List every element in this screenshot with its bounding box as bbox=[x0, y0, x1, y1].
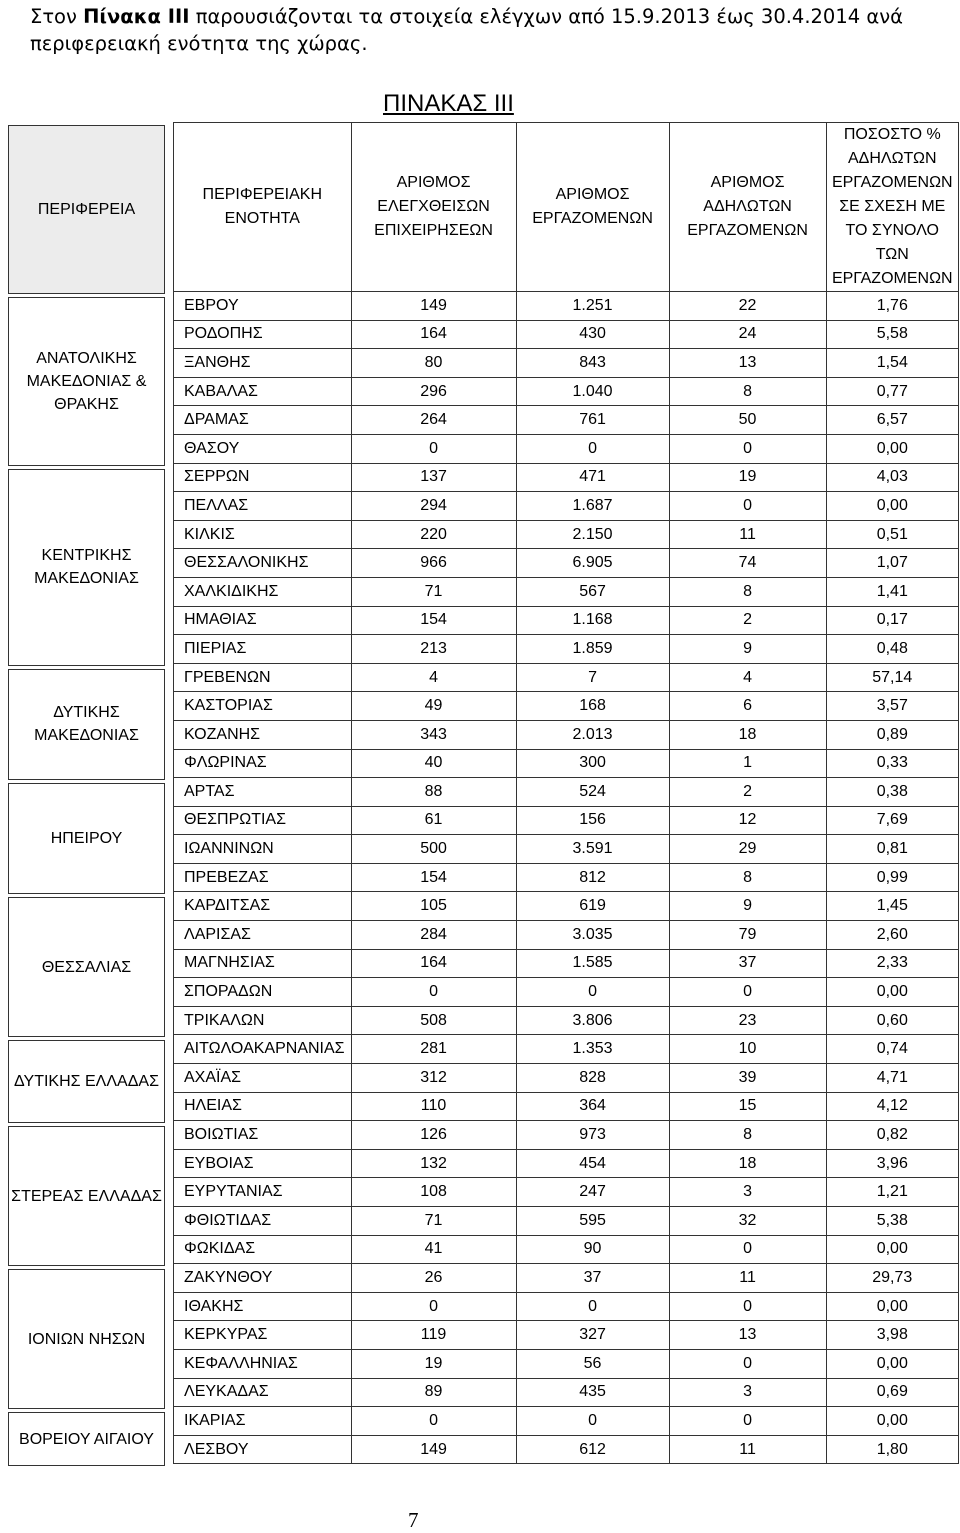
undeclared-count: 74 bbox=[669, 549, 826, 578]
undeclared-count: 8 bbox=[669, 577, 826, 606]
region-name: ΘΕΣΣΑΛΙΑΣ bbox=[8, 897, 165, 1037]
inspected-count: 80 bbox=[351, 349, 516, 378]
unit-name: ΑΙΤΩΛΟΑΚΑΡΝΑΝΙΑΣ bbox=[174, 1035, 352, 1064]
employees-count: 973 bbox=[516, 1121, 669, 1150]
inspected-count: 61 bbox=[351, 806, 516, 835]
unit-name: ΙΘΑΚΗΣ bbox=[174, 1292, 352, 1321]
unit-name: ΚΑΡΔΙΤΣΑΣ bbox=[174, 892, 352, 921]
unit-name: ΘΑΣΟΥ bbox=[174, 434, 352, 463]
inspected-count: 108 bbox=[351, 1178, 516, 1207]
undeclared-count: 15 bbox=[669, 1092, 826, 1121]
employees-count: 56 bbox=[516, 1349, 669, 1378]
inspected-count: 966 bbox=[351, 549, 516, 578]
employees-count: 567 bbox=[516, 577, 669, 606]
undeclared-percent: 0,82 bbox=[826, 1121, 958, 1150]
region-name: ΣΤΕΡΕΑΣ ΕΛΛΑΔΑΣ bbox=[8, 1126, 165, 1266]
employees-count: 1.040 bbox=[516, 377, 669, 406]
undeclared-percent: 57,14 bbox=[826, 663, 958, 692]
header-unit: ΠΕΡΙΦΕΡΕΙΑΚΗ ΕΝΟΤΗΤΑ bbox=[174, 123, 352, 292]
table-row bbox=[174, 1207, 959, 1236]
undeclared-count: 18 bbox=[669, 720, 826, 749]
unit-name: ΦΛΩΡΙΝΑΣ bbox=[174, 749, 352, 778]
inspected-count: 281 bbox=[351, 1035, 516, 1064]
undeclared-count: 24 bbox=[669, 320, 826, 349]
unit-name: ΗΛΕΙΑΣ bbox=[174, 1092, 352, 1121]
table-row bbox=[174, 720, 959, 749]
inspected-count: 89 bbox=[351, 1378, 516, 1407]
undeclared-percent: 0,00 bbox=[826, 1407, 958, 1436]
table-row bbox=[174, 1435, 959, 1464]
employees-count: 524 bbox=[516, 778, 669, 807]
undeclared-percent: 0,33 bbox=[826, 749, 958, 778]
unit-name: ΜΑΓΝΗΣΙΑΣ bbox=[174, 949, 352, 978]
table-row bbox=[174, 806, 959, 835]
undeclared-count: 2 bbox=[669, 606, 826, 635]
undeclared-percent: 3,96 bbox=[826, 1149, 958, 1178]
unit-name: ΗΜΑΘΙΑΣ bbox=[174, 606, 352, 635]
unit-name: ΕΥΒΟΙΑΣ bbox=[174, 1149, 352, 1178]
inspected-count: 137 bbox=[351, 463, 516, 492]
unit-name: ΑΧΑΪΑΣ bbox=[174, 1064, 352, 1093]
unit-name: ΣΕΡΡΩΝ bbox=[174, 463, 352, 492]
undeclared-percent: 0,60 bbox=[826, 1006, 958, 1035]
table-row bbox=[174, 1064, 959, 1093]
undeclared-count: 32 bbox=[669, 1207, 826, 1236]
table-row bbox=[174, 320, 959, 349]
undeclared-count: 1 bbox=[669, 749, 826, 778]
table-row bbox=[174, 292, 959, 321]
undeclared-percent: 1,80 bbox=[826, 1435, 958, 1464]
unit-name: ΛΕΣΒΟΥ bbox=[174, 1435, 352, 1464]
undeclared-count: 8 bbox=[669, 377, 826, 406]
employees-count: 0 bbox=[516, 1292, 669, 1321]
undeclared-count: 0 bbox=[669, 1349, 826, 1378]
employees-count: 3.591 bbox=[516, 835, 669, 864]
undeclared-percent: 4,71 bbox=[826, 1064, 958, 1093]
undeclared-count: 4 bbox=[669, 663, 826, 692]
unit-name: ΕΒΡΟΥ bbox=[174, 292, 352, 321]
employees-count: 364 bbox=[516, 1092, 669, 1121]
unit-name: ΖΑΚΥΝΘΟΥ bbox=[174, 1264, 352, 1293]
table-row bbox=[174, 549, 959, 578]
undeclared-percent: 1,54 bbox=[826, 349, 958, 378]
table-row bbox=[174, 463, 959, 492]
employees-count: 2.150 bbox=[516, 520, 669, 549]
inspected-count: 149 bbox=[351, 292, 516, 321]
employees-count: 3.806 bbox=[516, 1006, 669, 1035]
table-row bbox=[174, 1035, 959, 1064]
table-row bbox=[174, 606, 959, 635]
undeclared-percent: 0,51 bbox=[826, 520, 958, 549]
employees-count: 1.251 bbox=[516, 292, 669, 321]
inspected-count: 343 bbox=[351, 720, 516, 749]
undeclared-count: 9 bbox=[669, 635, 826, 664]
undeclared-percent: 0,00 bbox=[826, 434, 958, 463]
employees-count: 2.013 bbox=[516, 720, 669, 749]
employees-count: 0 bbox=[516, 978, 669, 1007]
table-row bbox=[174, 1006, 959, 1035]
region-name: ΗΠΕΙΡΟΥ bbox=[8, 783, 165, 894]
undeclared-count: 22 bbox=[669, 292, 826, 321]
undeclared-percent: 0,00 bbox=[826, 492, 958, 521]
undeclared-count: 13 bbox=[669, 349, 826, 378]
employees-count: 168 bbox=[516, 692, 669, 721]
unit-name: ΚΑΒΑΛΑΣ bbox=[174, 377, 352, 406]
undeclared-count: 18 bbox=[669, 1149, 826, 1178]
unit-name: ΦΩΚΙΔΑΣ bbox=[174, 1235, 352, 1264]
inspected-count: 508 bbox=[351, 1006, 516, 1035]
unit-name: ΓΡΕΒΕΝΩΝ bbox=[174, 663, 352, 692]
undeclared-percent: 0,00 bbox=[826, 978, 958, 1007]
undeclared-count: 29 bbox=[669, 835, 826, 864]
undeclared-count: 8 bbox=[669, 863, 826, 892]
inspected-count: 88 bbox=[351, 778, 516, 807]
region-name: ΑΝΑΤΟΛΙΚΗΣ ΜΑΚΕΔΟΝΙΑΣ & ΘΡΑΚΗΣ bbox=[8, 297, 165, 466]
employees-count: 828 bbox=[516, 1064, 669, 1093]
inspected-count: 164 bbox=[351, 320, 516, 349]
table-row bbox=[174, 863, 959, 892]
unit-name: ΠΕΛΛΑΣ bbox=[174, 492, 352, 521]
undeclared-count: 2 bbox=[669, 778, 826, 807]
table-row bbox=[174, 377, 959, 406]
inspected-count: 0 bbox=[351, 978, 516, 1007]
undeclared-percent: 4,03 bbox=[826, 463, 958, 492]
table-row bbox=[174, 520, 959, 549]
undeclared-count: 0 bbox=[669, 978, 826, 1007]
table-row bbox=[174, 835, 959, 864]
undeclared-percent: 6,57 bbox=[826, 406, 958, 435]
employees-count: 1.585 bbox=[516, 949, 669, 978]
inspected-count: 126 bbox=[351, 1121, 516, 1150]
undeclared-count: 3 bbox=[669, 1378, 826, 1407]
undeclared-percent: 0,17 bbox=[826, 606, 958, 635]
table-row bbox=[174, 406, 959, 435]
table-row bbox=[174, 692, 959, 721]
undeclared-count: 23 bbox=[669, 1006, 826, 1035]
undeclared-count: 10 bbox=[669, 1035, 826, 1064]
unit-name: ΚΕΡΚΥΡΑΣ bbox=[174, 1321, 352, 1350]
unit-name: ΘΕΣΠΡΩΤΙΑΣ bbox=[174, 806, 352, 835]
unit-name: ΑΡΤΑΣ bbox=[174, 778, 352, 807]
employees-count: 3.035 bbox=[516, 921, 669, 950]
inspected-count: 71 bbox=[351, 1207, 516, 1236]
table-row bbox=[174, 663, 959, 692]
inspected-count: 40 bbox=[351, 749, 516, 778]
employees-count: 812 bbox=[516, 863, 669, 892]
employees-count: 156 bbox=[516, 806, 669, 835]
undeclared-percent: 1,45 bbox=[826, 892, 958, 921]
region-table-body bbox=[8, 125, 165, 1466]
inspected-count: 264 bbox=[351, 406, 516, 435]
table-row bbox=[174, 1378, 959, 1407]
table-row bbox=[174, 1092, 959, 1121]
undeclared-percent: 2,60 bbox=[826, 921, 958, 950]
unit-name: ΕΥΡΥΤΑΝΙΑΣ bbox=[174, 1178, 352, 1207]
intro-bold-reference: Πίνακα ΙΙΙ bbox=[83, 5, 190, 28]
undeclared-percent: 0,89 bbox=[826, 720, 958, 749]
intro-text-1: Στον bbox=[30, 5, 84, 28]
employees-count: 7 bbox=[516, 663, 669, 692]
table-row bbox=[174, 1407, 959, 1436]
region-name: ΔΥΤΙΚΗΣ ΕΛΛΑΔΑΣ bbox=[8, 1040, 165, 1123]
undeclared-percent: 3,98 bbox=[826, 1321, 958, 1350]
table-row bbox=[174, 492, 959, 521]
undeclared-percent: 2,33 bbox=[826, 949, 958, 978]
region-column-header: ΠΕΡΙΦΕΡΕΙΑ bbox=[8, 125, 165, 294]
inspected-count: 213 bbox=[351, 635, 516, 664]
inspected-count: 284 bbox=[351, 921, 516, 950]
inspected-count: 154 bbox=[351, 606, 516, 635]
table-row bbox=[174, 1349, 959, 1378]
undeclared-count: 39 bbox=[669, 1064, 826, 1093]
undeclared-percent: 1,41 bbox=[826, 577, 958, 606]
unit-name: ΠΙΕΡΙΑΣ bbox=[174, 635, 352, 664]
unit-name: ΙΚΑΡΙΑΣ bbox=[174, 1407, 352, 1436]
inspected-count: 0 bbox=[351, 1407, 516, 1436]
inspected-count: 110 bbox=[351, 1092, 516, 1121]
unit-name: ΚΟΖΑΝΗΣ bbox=[174, 720, 352, 749]
table-row bbox=[174, 978, 959, 1007]
table-title: ΠΙΝΑΚΑΣ ΙΙΙ bbox=[383, 90, 514, 117]
employees-count: 37 bbox=[516, 1264, 669, 1293]
inspected-count: 500 bbox=[351, 835, 516, 864]
undeclared-percent: 0,38 bbox=[826, 778, 958, 807]
unit-name: ΒΟΙΩΤΙΑΣ bbox=[174, 1121, 352, 1150]
inspected-count: 71 bbox=[351, 577, 516, 606]
undeclared-count: 11 bbox=[669, 520, 826, 549]
unit-name: ΛΕΥΚΑΔΑΣ bbox=[174, 1378, 352, 1407]
region-name: ΚΕΝΤΡΙΚΗΣ ΜΑΚΕΔΟΝΙΑΣ bbox=[8, 469, 165, 666]
employees-count: 619 bbox=[516, 892, 669, 921]
table-row bbox=[174, 1149, 959, 1178]
employees-count: 1.859 bbox=[516, 635, 669, 664]
inspected-count: 312 bbox=[351, 1064, 516, 1093]
undeclared-count: 11 bbox=[669, 1435, 826, 1464]
table-row bbox=[174, 1292, 959, 1321]
table-row bbox=[174, 1121, 959, 1150]
employees-count: 247 bbox=[516, 1178, 669, 1207]
header-undeclared: ΑΡΙΘΜΟΣ ΑΔΗΛΩΤΩΝ ΕΡΓΑΖΟΜΕΝΩΝ bbox=[669, 123, 826, 292]
unit-name: ΚΑΣΤΟΡΙΑΣ bbox=[174, 692, 352, 721]
undeclared-count: 3 bbox=[669, 1178, 826, 1207]
employees-count: 435 bbox=[516, 1378, 669, 1407]
unit-name: ΚΕΦΑΛΛΗΝΙΑΣ bbox=[174, 1349, 352, 1378]
undeclared-percent: 29,73 bbox=[826, 1264, 958, 1293]
inspected-count: 4 bbox=[351, 663, 516, 692]
unit-name: ΔΡΑΜΑΣ bbox=[174, 406, 352, 435]
table-row bbox=[174, 1235, 959, 1264]
undeclared-count: 0 bbox=[669, 1407, 826, 1436]
unit-name: ΣΠΟΡΑΔΩΝ bbox=[174, 978, 352, 1007]
undeclared-percent: 3,57 bbox=[826, 692, 958, 721]
undeclared-percent: 0,00 bbox=[826, 1292, 958, 1321]
region-name: ΔΥΤΙΚΗΣ ΜΑΚΕΔΟΝΙΑΣ bbox=[8, 669, 165, 780]
table-row bbox=[174, 1264, 959, 1293]
inspected-count: 0 bbox=[351, 434, 516, 463]
undeclared-percent: 0,99 bbox=[826, 863, 958, 892]
inspected-count: 119 bbox=[351, 1321, 516, 1350]
table-row bbox=[174, 749, 959, 778]
undeclared-count: 37 bbox=[669, 949, 826, 978]
employees-count: 612 bbox=[516, 1435, 669, 1464]
table-header bbox=[174, 123, 959, 292]
undeclared-count: 0 bbox=[669, 1235, 826, 1264]
undeclared-percent: 5,58 bbox=[826, 320, 958, 349]
unit-name: ΚΙΛΚΙΣ bbox=[174, 520, 352, 549]
unit-name: ΙΩΑΝΝΙΝΩΝ bbox=[174, 835, 352, 864]
undeclared-percent: 5,38 bbox=[826, 1207, 958, 1236]
inspected-count: 220 bbox=[351, 520, 516, 549]
undeclared-percent: 0,00 bbox=[826, 1349, 958, 1378]
page-number: 7 bbox=[408, 1508, 419, 1532]
inspected-count: 296 bbox=[351, 377, 516, 406]
employees-count: 471 bbox=[516, 463, 669, 492]
undeclared-count: 0 bbox=[669, 492, 826, 521]
undeclared-percent: 0,81 bbox=[826, 835, 958, 864]
employees-count: 1.168 bbox=[516, 606, 669, 635]
employees-count: 1.687 bbox=[516, 492, 669, 521]
intro-text-2: παρουσιάζονται τα στοιχεία ελέγχων από 15.9.2013 έως 30.4.2014 ανά περιφερειακή ενότητα της χώρας. bbox=[30, 5, 903, 55]
unit-name: ΤΡΙΚΑΛΩΝ bbox=[174, 1006, 352, 1035]
inspected-count: 41 bbox=[351, 1235, 516, 1264]
unit-name: ΧΑΛΚΙΔΙΚΗΣ bbox=[174, 577, 352, 606]
unit-name: ΞΑΝΘΗΣ bbox=[174, 349, 352, 378]
undeclared-count: 0 bbox=[669, 434, 826, 463]
table-row bbox=[174, 1178, 959, 1207]
table-row bbox=[174, 349, 959, 378]
employees-count: 300 bbox=[516, 749, 669, 778]
table-row bbox=[174, 577, 959, 606]
inspected-count: 164 bbox=[351, 949, 516, 978]
undeclared-percent: 4,12 bbox=[826, 1092, 958, 1121]
undeclared-percent: 7,69 bbox=[826, 806, 958, 835]
employees-count: 0 bbox=[516, 434, 669, 463]
employees-count: 430 bbox=[516, 320, 669, 349]
unit-name: ΦΘΙΩΤΙΔΑΣ bbox=[174, 1207, 352, 1236]
undeclared-percent: 0,00 bbox=[826, 1235, 958, 1264]
table-row bbox=[174, 778, 959, 807]
undeclared-count: 11 bbox=[669, 1264, 826, 1293]
employees-count: 454 bbox=[516, 1149, 669, 1178]
unit-name: ΡΟΔΟΠΗΣ bbox=[174, 320, 352, 349]
unit-name: ΘΕΣΣΑΛΟΝΙΚΗΣ bbox=[174, 549, 352, 578]
table-body bbox=[174, 292, 959, 1464]
undeclared-percent: 0,69 bbox=[826, 1378, 958, 1407]
inspected-count: 105 bbox=[351, 892, 516, 921]
table-row bbox=[174, 949, 959, 978]
inspections-table bbox=[173, 122, 959, 1464]
employees-count: 761 bbox=[516, 406, 669, 435]
employees-count: 0 bbox=[516, 1407, 669, 1436]
undeclared-count: 6 bbox=[669, 692, 826, 721]
undeclared-count: 9 bbox=[669, 892, 826, 921]
unit-name: ΛΑΡΙΣΑΣ bbox=[174, 921, 352, 950]
table-row bbox=[174, 434, 959, 463]
undeclared-count: 13 bbox=[669, 1321, 826, 1350]
unit-name: ΠΡΕΒΕΖΑΣ bbox=[174, 863, 352, 892]
table-row bbox=[174, 635, 959, 664]
employees-count: 843 bbox=[516, 349, 669, 378]
undeclared-percent: 0,74 bbox=[826, 1035, 958, 1064]
intro-paragraph bbox=[30, 3, 950, 57]
inspected-count: 149 bbox=[351, 1435, 516, 1464]
employees-count: 327 bbox=[516, 1321, 669, 1350]
inspected-count: 26 bbox=[351, 1264, 516, 1293]
table-row bbox=[174, 892, 959, 921]
undeclared-count: 19 bbox=[669, 463, 826, 492]
undeclared-percent: 0,77 bbox=[826, 377, 958, 406]
undeclared-count: 79 bbox=[669, 921, 826, 950]
header-row bbox=[174, 123, 959, 292]
undeclared-percent: 0,48 bbox=[826, 635, 958, 664]
inspected-count: 294 bbox=[351, 492, 516, 521]
employees-count: 595 bbox=[516, 1207, 669, 1236]
inspected-count: 154 bbox=[351, 863, 516, 892]
employees-count: 6.905 bbox=[516, 549, 669, 578]
inspected-count: 49 bbox=[351, 692, 516, 721]
inspected-count: 19 bbox=[351, 1349, 516, 1378]
employees-count: 90 bbox=[516, 1235, 669, 1264]
region-table bbox=[8, 122, 165, 1469]
undeclared-count: 12 bbox=[669, 806, 826, 835]
region-name: ΒΟΡΕΙΟΥ ΑΙΓΑΙΟΥ bbox=[8, 1412, 165, 1466]
undeclared-percent: 1,21 bbox=[826, 1178, 958, 1207]
undeclared-count: 8 bbox=[669, 1121, 826, 1150]
table-row bbox=[174, 921, 959, 950]
header-percent: ΠΟΣΟΣΤΟ % ΑΔΗΛΩΤΩΝ ΕΡΓΑΖΟΜΕΝΩΝ ΣΕ ΣΧΕΣΗ ΜΕ ΤΟ ΣΥΝΟΛΟ ΤΩΝ ΕΡΓΑΖΟΜΕΝΩΝ bbox=[826, 123, 958, 292]
undeclared-count: 50 bbox=[669, 406, 826, 435]
inspected-count: 0 bbox=[351, 1292, 516, 1321]
undeclared-percent: 1,76 bbox=[826, 292, 958, 321]
inspected-count: 132 bbox=[351, 1149, 516, 1178]
table-row bbox=[174, 1321, 959, 1350]
region-name: ΙΟΝΙΩΝ ΝΗΣΩΝ bbox=[8, 1269, 165, 1409]
undeclared-percent: 1,07 bbox=[826, 549, 958, 578]
employees-count: 1.353 bbox=[516, 1035, 669, 1064]
header-employees: ΑΡΙΘΜΟΣ ΕΡΓΑΖΟΜΕΝΩΝ bbox=[516, 123, 669, 292]
header-inspected: ΑΡΙΘΜΟΣ ΕΛΕΓΧΘΕΙΣΩΝ ΕΠΙΧΕΙΡΗΣΕΩΝ bbox=[351, 123, 516, 292]
undeclared-count: 0 bbox=[669, 1292, 826, 1321]
